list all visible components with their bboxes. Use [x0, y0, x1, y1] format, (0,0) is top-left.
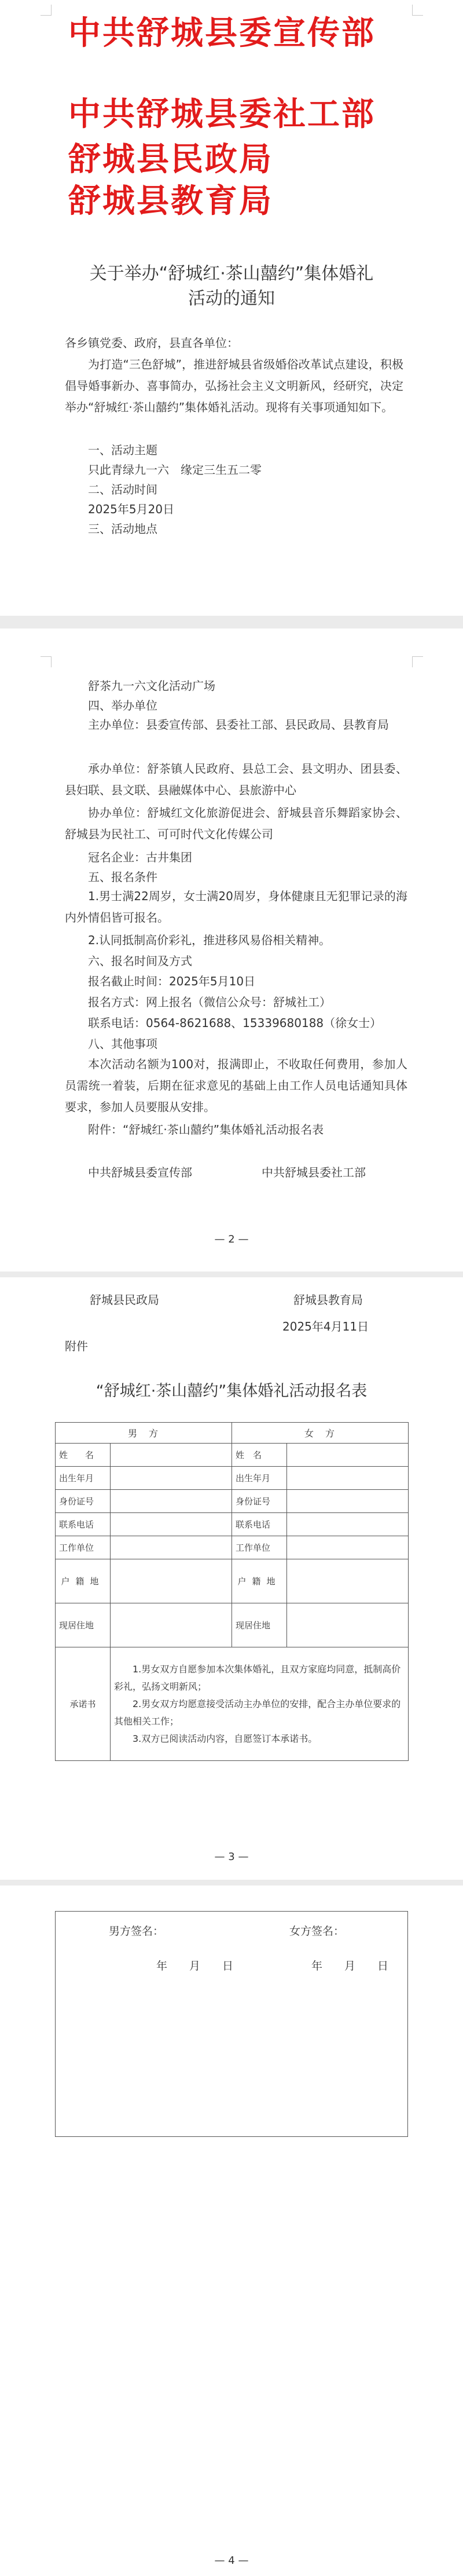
page-1 — [0, 0, 463, 616]
issuer-name: 中共舒城县委社工部 — [68, 96, 376, 133]
page-corner-mark — [412, 656, 423, 667]
male-residence-input[interactable] — [111, 1603, 232, 1647]
salutation: 各乡镇党委、政府，县直各单位： — [65, 336, 238, 350]
male-header: 男 方 — [56, 1423, 232, 1444]
field-label: 现居住地 — [56, 1603, 111, 1647]
field-label: 现居住地 — [232, 1603, 287, 1647]
page-corner-mark — [412, 5, 423, 16]
section-heading: 一、活动主题 — [88, 443, 157, 457]
form-row — [56, 1444, 409, 1467]
signature-right: 舒城县教育局 — [293, 1293, 363, 1307]
pledge-row — [56, 1647, 409, 1761]
page-3 — [0, 1277, 463, 1880]
field-label: 户籍地 — [56, 1559, 111, 1603]
female-birth-input[interactable] — [287, 1467, 409, 1490]
signature-left: 舒城县民政局 — [90, 1293, 159, 1307]
form-row — [56, 1603, 409, 1647]
form-row — [56, 1559, 409, 1603]
deadline-text: 报名截止时间：2025年5月10日 — [88, 974, 256, 988]
notice-title-line: 活动的通知 — [188, 288, 275, 309]
field-label: 工作单位 — [56, 1536, 111, 1559]
field-label: 联系电话 — [56, 1513, 111, 1536]
field-label: 身份证号 — [56, 1490, 111, 1513]
venue-text: 舒茶九一六文化活动广场 — [88, 679, 215, 693]
pledge-item: 3.双方已阅读活动内容，自愿签订本承诺书。 — [133, 1733, 318, 1744]
section-heading: 八、其他事项 — [88, 1037, 157, 1051]
female-workplace-input[interactable] — [287, 1536, 409, 1559]
field-label: 出生年月 — [56, 1467, 111, 1490]
female-header: 女 方 — [232, 1423, 409, 1444]
condition-2: 2.认同抵制高价彩礼，推进移风易俗相关精神。 — [88, 933, 331, 947]
female-name-input[interactable] — [287, 1444, 409, 1467]
attachment-label: 附件 — [65, 1339, 88, 1353]
field-label: 户籍地 — [232, 1559, 287, 1603]
theme-text: 只此青绿九一六 缘定三生五二零 — [88, 463, 262, 477]
female-hukou-input[interactable] — [287, 1559, 409, 1603]
field-label: 姓 名 — [56, 1444, 111, 1467]
field-label: 身份证号 — [232, 1490, 287, 1513]
signature-box — [55, 1911, 408, 2137]
issuer-name: 中共舒城县委宣传部 — [68, 14, 376, 52]
male-sign-date[interactable]: 年 月 日 — [156, 1960, 234, 1972]
male-signature-label: 男方签名： — [109, 1925, 164, 1938]
contact-text: 联系电话：0564-8621688、15339680188（徐女士） — [88, 1016, 382, 1030]
female-id-input[interactable] — [287, 1490, 409, 1513]
female-sign-date[interactable]: 年 月 日 — [311, 1960, 389, 1972]
section-heading: 四、举办单位 — [88, 699, 157, 712]
section-heading: 六、报名时间及方式 — [88, 954, 192, 968]
male-id-input[interactable] — [111, 1490, 232, 1513]
form-row — [56, 1513, 409, 1536]
other-matters-paragraph: 本次活动名额为100对，报满即止，不收取任何费用，参加人员需统一着装，后期在征求意见的基础上由工作人员电话通知具体要求，参加人员要服从安排。 — [65, 1057, 407, 1114]
intro-paragraph: 为打造“三色舒城”，推进舒城县省级婚俗改革试点建设，积极倡导婚事新办、喜事简办，弘扬社会主义文明新风，经研究，决定举办“舒城红·茶山囍约”集体婚礼活动。现将有关事项通知如下。 — [65, 357, 403, 414]
document-date: 2025年4月11日 — [282, 1320, 369, 1333]
male-birth-input[interactable] — [111, 1467, 232, 1490]
page-number: — 2 — — [214, 1233, 249, 1245]
male-workplace-input[interactable] — [111, 1536, 232, 1559]
female-signature-label: 女方签名： — [289, 1925, 345, 1938]
page-corner-mark — [41, 5, 52, 16]
page-number: — 3 — — [214, 1851, 249, 1863]
organizer-paragraph: 承办单位：舒茶镇人民政府、县总工会、县文明办、团县委、县妇联、县文联、县融媒体中心、县旅游中心 — [65, 762, 407, 797]
page-number: — 4 — — [214, 2555, 249, 2567]
form-title: “舒城红·茶山囍约”集体婚礼活动报名表 — [95, 1382, 368, 1400]
host-paragraph: 主办单位：县委宣传部、县委社工部、县民政局、县教育局 — [88, 718, 389, 732]
female-residence-input[interactable] — [287, 1603, 409, 1647]
form-row — [56, 1467, 409, 1490]
female-phone-input[interactable] — [287, 1513, 409, 1536]
condition-1: 1.男士满22周岁，女士满20周岁，身体健康且无犯罪记录的海内外情侣皆可报名。 — [65, 889, 407, 925]
coorganizer-paragraph: 协办单位：舒城红文化旅游促进会、舒城县音乐舞蹈家协会、舒城县为民社工、可可时代文化传媒公司 — [65, 806, 407, 841]
form-header-row — [56, 1423, 409, 1444]
page-2 — [0, 629, 463, 1271]
issuer-name: 舒城县民政局 — [68, 141, 273, 178]
field-label: 承诺书 — [56, 1647, 111, 1761]
male-phone-input[interactable] — [111, 1513, 232, 1536]
page-4 — [0, 1886, 463, 2576]
pledge-item: 1.男女双方自愿参加本次集体婚礼，且双方家庭均同意，抵制高价彩礼，弘扬文明新风； — [114, 1663, 401, 1692]
signature-left: 中共舒城县委宣传部 — [88, 1165, 192, 1179]
field-label: 工作单位 — [232, 1536, 287, 1559]
notice-title-line: 关于举办“舒城红·茶山囍约”集体婚礼 — [89, 264, 374, 284]
issuer-name: 舒城县教育局 — [68, 182, 273, 220]
event-date: 2025年5月20日 — [88, 502, 175, 516]
attachment-note: 附件：“舒城红·茶山囍约”集体婚礼活动报名表 — [88, 1123, 324, 1137]
title-sponsor: 冠名企业：古井集团 — [88, 850, 192, 864]
page-corner-mark — [41, 656, 52, 667]
field-label: 姓 名 — [232, 1444, 287, 1467]
male-name-input[interactable] — [111, 1444, 232, 1467]
signature-right: 中共舒城县委社工部 — [262, 1165, 366, 1179]
section-heading: 五、报名条件 — [88, 870, 157, 884]
method-text: 报名方式：网上报名（微信公众号：舒城社工） — [88, 995, 331, 1009]
pledge-content — [111, 1647, 409, 1761]
registration-form-table — [55, 1422, 409, 1761]
pledge-item: 2.男女双方均愿意接受活动主办单位的安排，配合主办单位要求的其他相关工作； — [114, 1698, 401, 1727]
section-heading: 三、活动地点 — [88, 522, 157, 536]
field-label: 联系电话 — [232, 1513, 287, 1536]
male-hukou-input[interactable] — [111, 1559, 232, 1603]
section-heading: 二、活动时间 — [88, 483, 157, 496]
field-label: 出生年月 — [232, 1467, 287, 1490]
form-row — [56, 1536, 409, 1559]
form-row — [56, 1490, 409, 1513]
